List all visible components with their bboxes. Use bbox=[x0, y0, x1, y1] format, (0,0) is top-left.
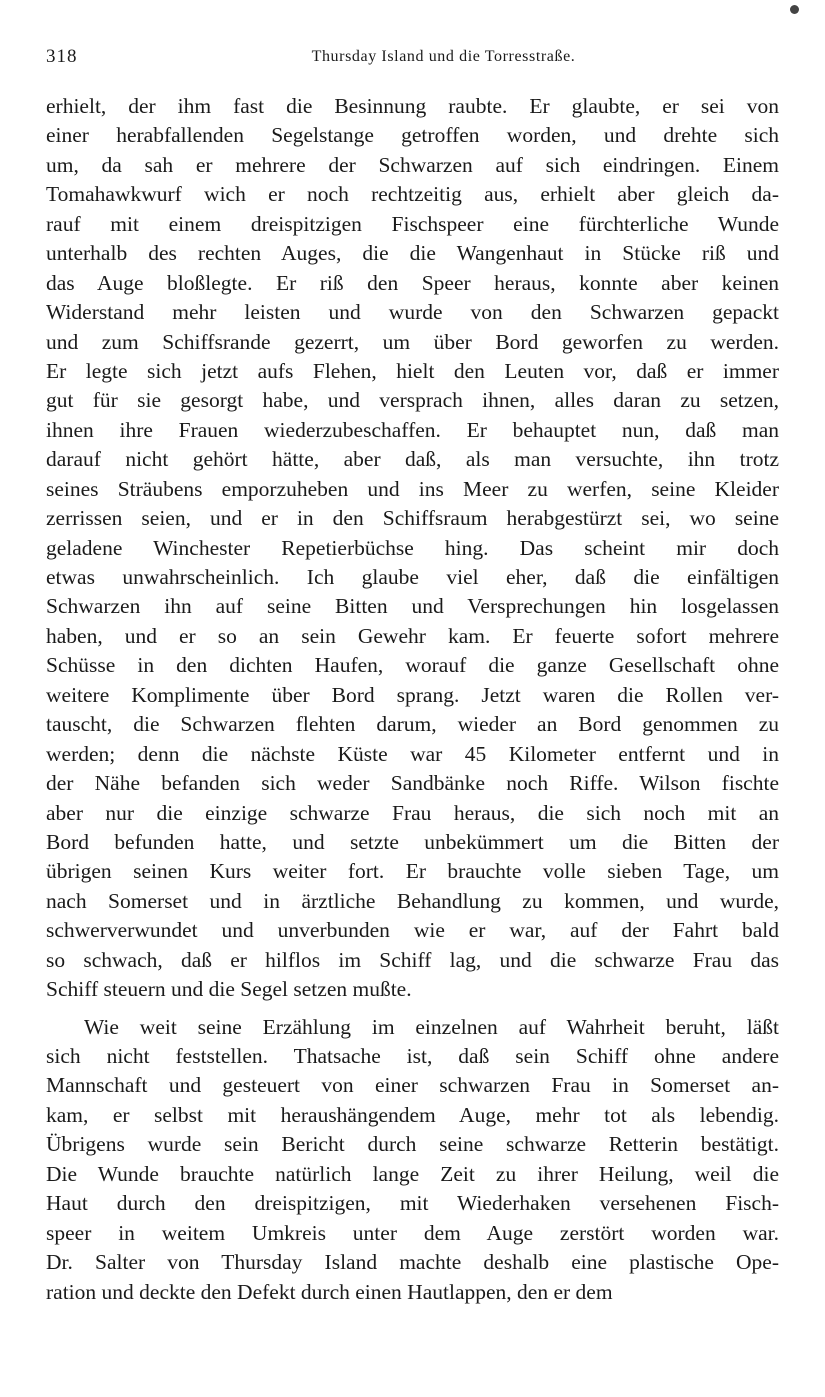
text-line: speer in weitem Umkreis unter dem Auge zerstört worden war. bbox=[46, 1220, 779, 1245]
text-line: aber nur die einzige schwarze Frau heraus, die sich noch mit an bbox=[46, 800, 779, 825]
text-line: nach Somerset und in ärztliche Behandlung zu kommen, und wurde, bbox=[46, 888, 779, 913]
text-line: werden; denn die nächste Küste war 45 Kilometer entfernt und in bbox=[46, 741, 779, 766]
text-line: der Nähe befanden sich weder Sandbänke noch Riffe. Wilson fischte bbox=[46, 771, 779, 796]
page-number: 318 bbox=[46, 46, 78, 67]
text-line: Schiff steuern und die Segel setzen mußte. bbox=[46, 977, 412, 1002]
text-line: Wie weit seine Erzählung im einzelnen auf Wahrheit beruht, läßt bbox=[84, 1014, 779, 1039]
text-line: und zum Schiffsrande gezerrt, um über Bord geworfen zu werden. bbox=[46, 329, 779, 354]
text-line: unterhalb des rechten Auges, die die Wangenhaut in Stücke riß und bbox=[46, 241, 779, 266]
text-line: ihnen ihre Frauen wiederzubeschaffen. Er behauptet nun, daß man bbox=[46, 417, 779, 442]
text-line: geladene Winchester Repetierbüchse hing. Das scheint mir doch bbox=[46, 535, 779, 560]
text-line: so schwach, daß er hilflos im Schiff lag, und die schwarze Frau das bbox=[46, 947, 779, 972]
running-head bbox=[46, 46, 781, 72]
text-line: Schwarzen ihn auf seine Bitten und Versprechungen hin losgelassen bbox=[46, 594, 779, 619]
text-line: Bord befunden hatte, und setzte unbekümmert um die Bitten der bbox=[46, 829, 779, 854]
text-line: Er legte sich jetzt aufs Flehen, hielt den Leuten vor, daß er immer bbox=[46, 358, 779, 383]
text-line: gut für sie gesorgt habe, und versprach ihnen, alles daran zu setzen, bbox=[46, 388, 779, 413]
text-line: Schüsse in den dichten Haufen, worauf die ganze Gesellschaft ohne bbox=[46, 653, 779, 678]
text-line: weitere Komplimente über Bord sprang. Jetzt waren die Rollen ver- bbox=[46, 682, 779, 707]
text-line: Haut durch den dreispitzigen, mit Wiederhaken versehenen Fisch- bbox=[46, 1191, 779, 1216]
text-line: einer herabfallenden Segelstange getroffen worden, und drehte sich bbox=[46, 123, 779, 148]
text-line: ration und deckte den Defekt durch einen Hautlappen, den er dem bbox=[46, 1279, 613, 1304]
text-line: tauscht, die Schwarzen flehten darum, wieder an Bord genommen zu bbox=[46, 712, 779, 737]
text-line: Übrigens wurde sein Bericht durch seine schwarze Retterin bestätigt. bbox=[46, 1132, 779, 1157]
text-line: schwerverwundet und unverbunden wie er war, auf der Fahrt bald bbox=[46, 918, 779, 943]
text-line: haben, und er so an sein Gewehr kam. Er feuerte sofort mehrere bbox=[46, 623, 779, 648]
text-line: übrigen seinen Kurs weiter fort. Er brauchte volle sieben Tage, um bbox=[46, 859, 779, 884]
text-line: etwas unwahrscheinlich. Ich glaube viel eher, daß die einfältigen bbox=[46, 565, 779, 589]
ink-speck bbox=[790, 5, 799, 14]
text-line: Dr. Salter von Thursday Island machte deshalb eine plastische Ope- bbox=[46, 1250, 779, 1275]
body-text bbox=[46, 92, 779, 1315]
paragraph bbox=[46, 92, 779, 1005]
paragraph bbox=[46, 1013, 779, 1307]
text-line: Widerstand mehr leisten und wurde von den Schwarzen gepackt bbox=[46, 300, 779, 325]
text-line: zerrissen seien, und er in den Schiffsraum herabgestürzt sei, wo seine bbox=[46, 506, 779, 531]
text-line: um, da sah er mehrere der Schwarzen auf sich eindringen. Einem bbox=[46, 152, 779, 177]
text-line: Tomahawkwurf wich er noch rechtzeitig aus, erhielt aber gleich da- bbox=[46, 182, 779, 207]
text-line: darauf nicht gehört hätte, aber daß, als man versuchte, ihn trotz bbox=[46, 447, 779, 472]
text-line: rauf mit einem dreispitzigen Fischspeer eine fürchterliche Wunde bbox=[46, 211, 779, 236]
text-line: das Auge bloßlegte. Er riß den Speer heraus, konnte aber keinen bbox=[46, 270, 779, 295]
text-line: Die Wunde brauchte natürlich lange Zeit zu ihrer Heilung, weil die bbox=[46, 1161, 779, 1186]
text-line: erhielt, der ihm fast die Besinnung raubte. Er glaubte, er sei von bbox=[46, 94, 779, 118]
text-line: Mannschaft und gesteuert von einer schwarzen Frau in Somerset an- bbox=[46, 1073, 779, 1098]
running-title: Thursday Island und die Torresstraße. bbox=[311, 48, 576, 65]
text-line: kam, er selbst mit heraushängendem Auge, mehr tot als lebendig. bbox=[46, 1102, 779, 1127]
text-line: seines Sträubens emporzuheben und ins Meer zu werfen, seine Kleider bbox=[46, 476, 779, 501]
text-line: sich nicht feststellen. Thatsache ist, daß sein Schiff ohne andere bbox=[46, 1044, 779, 1068]
